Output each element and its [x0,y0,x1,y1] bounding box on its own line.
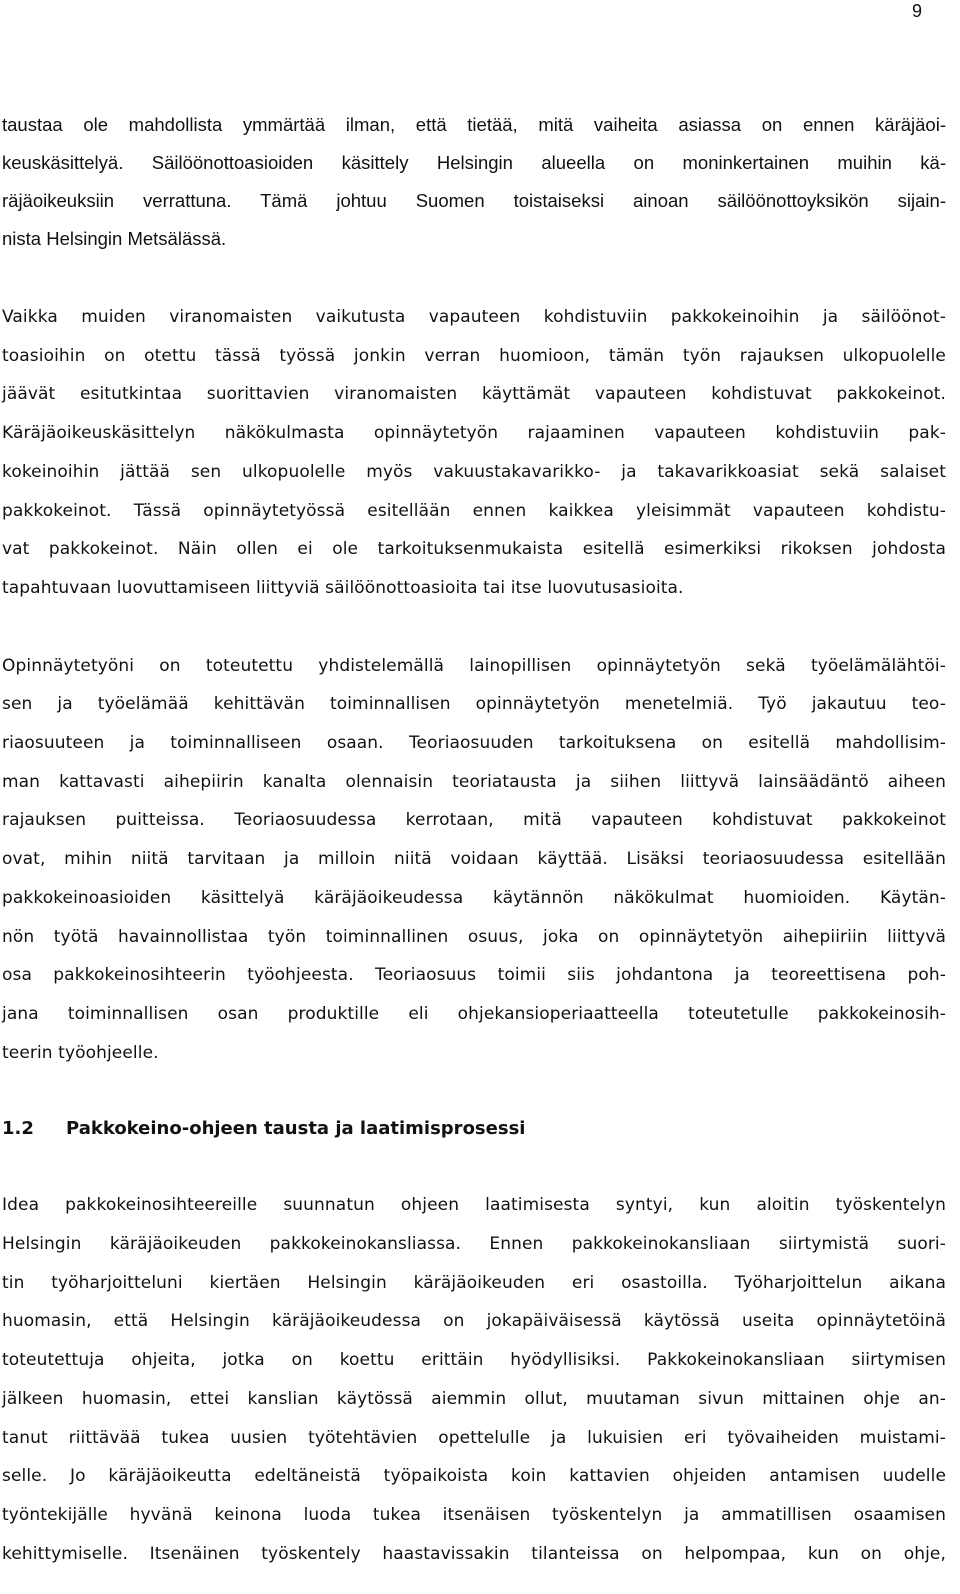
paragraph-line: sen ja työelämää kehittävän toiminnallisen opinnäytetyön menetelmiä. Työ jakautuu teo- [2,694,946,715]
paragraph-line: tin työharjoitteluni kiertäen Helsingin käräjäoikeuden eri osastoilla. Työharjoittelun aikana [2,1272,946,1293]
paragraph-line: kehittymiselle. Itsenäinen työskentely haastavissakin tilanteissa on helpompaa, kun on ohje, [2,1543,946,1564]
paragraph-line: riaosuuteen ja toiminnalliseen osaan. Teoriaosuuden tarkoituksena on esitellä mahdollisim- [2,733,946,754]
paragraph-line: pakkokeinoasioiden käsittelyä käräjäoikeudessa käytännön näkökulmat huomioiden. Käytän- [2,887,946,908]
paragraph-line: rajauksen puitteissa. Teoriaosuudessa kerrotaan, mitä vapauteen kohdistuvat pakkokeinot [2,810,946,831]
paragraph-gap [2,1072,946,1110]
paragraph-line: Vaikka muiden viranomaisten vaikutusta vapauteen kohdistuviin pakkokeinoihin ja säilöönot- [2,307,946,327]
paragraph-line: Käräjäoikeuskäsittelyn näkökulmasta opinnäytetyön rajaaminen vapauteen kohdistuviin pak- [2,423,946,444]
paragraph-2 [2,298,946,608]
paragraph-line: nista Helsingin Metsälässä. [2,228,227,249]
section-heading [2,1110,946,1148]
paragraph-line: osa pakkokeinosihteerin työohjeesta. Teoriaosuus toimii siis johdantona ja teoreettisena poh- [2,965,946,986]
paragraph-gap [2,258,946,298]
paragraph-line: jana toiminnallisen osan produktille eli ohjekansioperiaatteella toteutetulle pakkokeinosih- [2,1003,946,1024]
paragraph-line: taustaa ole mahdollista ymmärtää ilman, että tietää, mitä vaiheita asiassa on ennen käräjäoi- [2,114,946,135]
paragraph-line: ovat, mihin niitä tarvitaan ja milloin niitä voidaan käyttää. Lisäksi teoriaosuudessa esitellään [2,849,946,870]
paragraph-4 [2,1186,946,1573]
section-title: Pakkokeino-ohjeen tausta ja laatimisprosessi [66,1118,526,1140]
paragraph-3 [2,647,946,1073]
paragraph-line: kokeinoihin jättää sen ulkopuolelle myös vakuustakavarikko- ja takavarikkoasiat sekä salaiset [2,461,946,482]
paragraph-line: vat pakkokeinot. Näin ollen ei ole tarkoituksenmukaista esitellä esimerkiksi rikoksen johdosta [2,539,946,560]
paragraph-line: selle. Jo käräjäoikeutta edeltäneistä työpaikoista koin kattavien ohjeiden antamisen uudelle [2,1466,946,1487]
paragraph-line: keuskäsittelyä. Säilöönottoasioiden käsittely Helsingin alueella on moninkertainen muihin kä- [2,152,946,173]
paragraph-line: teerin työohjeelle. [2,1042,159,1063]
page-number: 9 [911,1,922,21]
paragraph-line: tanut riittävää tukea uusien työtehtävien opettelulle ja lukuisien eri työvaiheiden muistami- [2,1427,946,1448]
paragraph-line: jäävät esitutkintaa suorittavien viranomaisten käyttämät vapauteen kohdistuvat pakkokeinot. [2,384,946,405]
paragraph-1 [2,106,946,258]
paragraph-gap [2,608,946,647]
paragraph-line: man kattavasti aihepiirin kanalta olennaisin teoriatausta ja siihen liittyvä lainsäädäntö aiheen [2,771,946,792]
paragraph-line: pakkokeinot. Tässä opinnäytetyössä esitellään ennen kaikkea yleisimmät vapauteen kohdistu- [2,500,946,521]
paragraph-line: Helsingin käräjäoikeuden pakkokeinokansliassa. Ennen pakkokeinokansliaan siirtymistä suori- [2,1234,946,1255]
paragraph-line: nön työtä havainnollistaa työn toiminnallinen osuus, joka on opinnäytetyön aihepiiriin liittyvä [2,926,946,947]
paragraph-line: Opinnäytetyöni on toteutettu yhdistelemällä lainopillisen opinnäytetyön sekä työelämälähtöi- [2,655,946,676]
paragraph-line: Idea pakkokeinosihteereille suunnatun ohjeen laatimisesta syntyi, kun aloitin työskentelyn [2,1195,946,1216]
paragraph-line: toasioihin on otettu tässä työssä jonkin verran huomioon, tämän työn rajauksen ulkopuolelle [2,345,946,366]
paragraph-line: huomasin, että Helsingin käräjäoikeudessa on jokapäiväisessä käytössä useita opinnäytetöinä [2,1311,946,1332]
paragraph-line: tapahtuvaan luovuttamiseen liittyviä säilöönottoasioita tai itse luovutusasioita. [2,577,684,598]
paragraph-line: työntekijälle hyvänä keinona luoda tukea itsenäisen työskentelyn ja ammatillisen osaamisen [2,1504,946,1525]
page-content [2,106,946,1573]
paragraph-gap [2,1148,946,1186]
paragraph-line: toteutettuja ohjeita, jotka on koettu erittäin hyödyllisiksi. Pakkokeinokansliaan siirtymisen [2,1350,946,1371]
section-number: 1.2 [2,1118,34,1140]
paragraph-line: jälkeen huomasin, ettei kanslian käytössä aiemmin ollut, muutaman sivun mittainen ohje an- [2,1388,946,1409]
paragraph-line: räjäoikeuksiin verrattuna. Tämä johtuu Suomen toistaiseksi ainoan säilöönottoyksikön sijain- [2,190,946,211]
